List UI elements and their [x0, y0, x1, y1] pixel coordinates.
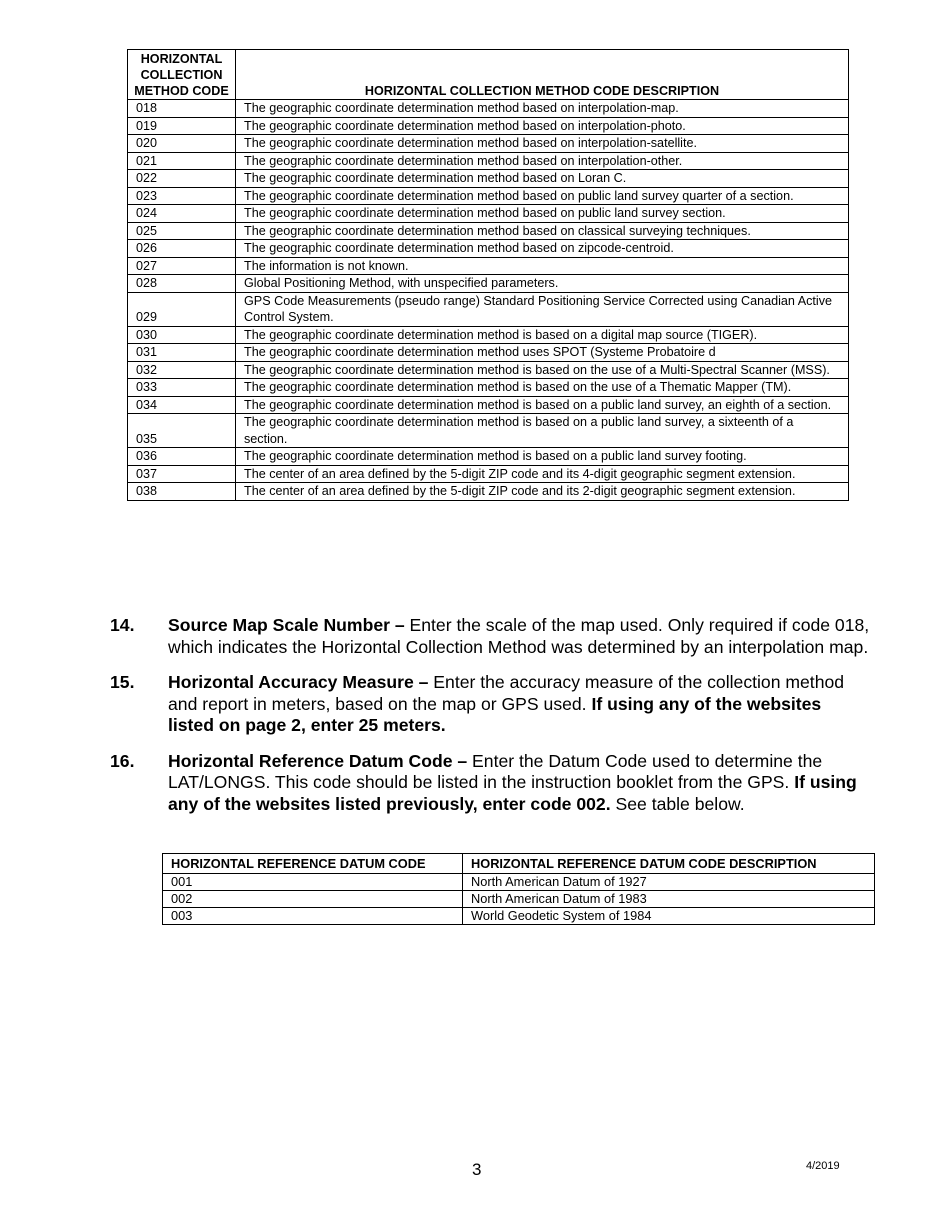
table-row: [163, 874, 875, 891]
item-number: 15.: [110, 672, 135, 692]
item-number: 14.: [110, 615, 135, 635]
item-text: Enter the Datum Code used to determine the LAT/LONGS. This code should be listed in the instruction booklet from the GPS.: [168, 750, 823, 792]
method-code-cell: 035: [128, 414, 236, 448]
table-row: [128, 170, 849, 188]
method-desc-cell: GPS Code Measurements (pseudo range) Standard Positioning Service Corrected using Canadian Active Control System.: [236, 292, 849, 326]
item-number: 16.: [110, 750, 135, 771]
table-row: [128, 379, 849, 397]
instruction-item-15: [110, 672, 870, 737]
method-desc-cell: The information is not known.: [236, 257, 849, 275]
item-body: [168, 615, 870, 658]
column-header-code: HORIZONTAL COLLECTION METHOD CODE: [128, 50, 236, 100]
method-code-cell: 026: [128, 240, 236, 258]
datum-desc-cell: North American Datum of 1927: [463, 874, 875, 891]
method-code-cell: 034: [128, 396, 236, 414]
table-row: [128, 465, 849, 483]
method-desc-cell: The geographic coordinate determination method is based on a digital map source (TIGER).: [236, 326, 849, 344]
method-code-cell: 029: [128, 292, 236, 326]
method-code-cell: 036: [128, 448, 236, 466]
table-row: [128, 257, 849, 275]
method-desc-cell: The geographic coordinate determination method is based on the use of a Thematic Mapper (TM).: [236, 379, 849, 397]
method-desc-cell: The center of an area defined by the 5-digit ZIP code and its 4-digit geographic segment extension.: [236, 465, 849, 483]
table-row: [128, 483, 849, 501]
table-row: [128, 396, 849, 414]
horizontal-reference-datum-table: [162, 853, 875, 925]
method-code-cell: 033: [128, 379, 236, 397]
datum-code-cell: 003: [163, 908, 463, 925]
item-title: Source Map Scale Number –: [168, 615, 405, 635]
table-row: [163, 908, 875, 925]
method-code-cell: 032: [128, 361, 236, 379]
method-desc-cell: The geographic coordinate determination method is based on a public land survey footing.: [236, 448, 849, 466]
method-desc-cell: The geographic coordinate determination method is based on a public land survey, a sixteenth of a section.: [236, 414, 849, 448]
datum-code-cell: 002: [163, 891, 463, 908]
table-row: [128, 361, 849, 379]
instruction-list: [110, 615, 870, 829]
method-desc-cell: The geographic coordinate determination method based on interpolation-satellite.: [236, 135, 849, 153]
column-header-datum-description: HORIZONTAL REFERENCE DATUM CODE DESCRIPTION: [463, 854, 875, 874]
table-row: [128, 414, 849, 448]
page-number: 3: [472, 1160, 482, 1179]
instruction-item-14: [110, 615, 870, 658]
table-row: [128, 152, 849, 170]
method-code-cell: 023: [128, 187, 236, 205]
method-code-cell: 025: [128, 222, 236, 240]
table-row: [128, 448, 849, 466]
table-row: [128, 187, 849, 205]
table-row: [128, 292, 849, 326]
instruction-item-16: [110, 751, 870, 816]
item-text: Enter the scale of the map used. Only required if code 018, which indicates the Horizontal Collection Method was determined by an interpolation map.: [168, 615, 870, 657]
item-tail-text: See table below.: [610, 793, 745, 814]
method-code-cell: 021: [128, 152, 236, 170]
item-body: [168, 751, 870, 816]
method-code-cell: 030: [128, 326, 236, 344]
method-code-cell: 031: [128, 344, 236, 362]
horizontal-collection-method-table: [127, 49, 849, 501]
table-header-row: [128, 50, 849, 100]
item-bold-text: If using any of the websites listed previously, enter code 002.: [168, 772, 857, 814]
table-row: [128, 326, 849, 344]
method-desc-cell: Global Positioning Method, with unspecified parameters.: [236, 275, 849, 293]
column-header-description: HORIZONTAL COLLECTION METHOD CODE DESCRIPTION: [236, 50, 849, 100]
table-row: [128, 240, 849, 258]
column-header-datum-code: HORIZONTAL REFERENCE DATUM CODE: [163, 854, 463, 874]
method-desc-cell: The geographic coordinate determination method is based on a public land survey, an eighth of a section.: [236, 396, 849, 414]
method-code-cell: 022: [128, 170, 236, 188]
method-desc-cell: The geographic coordinate determination method based on Loran C.: [236, 170, 849, 188]
datum-code-cell: 001: [163, 874, 463, 891]
method-desc-cell: The geographic coordinate determination method based on public land survey quarter of a section.: [236, 187, 849, 205]
item-title: Horizontal Accuracy Measure –: [168, 672, 429, 692]
method-desc-cell: The geographic coordinate determination method based on interpolation-other.: [236, 152, 849, 170]
table-row: [163, 891, 875, 908]
table-row: [128, 344, 849, 362]
table-row: [128, 135, 849, 153]
method-code-cell: 019: [128, 117, 236, 135]
method-desc-cell: The geographic coordinate determination method based on zipcode-centroid.: [236, 240, 849, 258]
method-code-cell: 020: [128, 135, 236, 153]
item-bold-text: If using any of the websites listed on page 2, enter 25 meters.: [168, 693, 822, 735]
table-row: [128, 117, 849, 135]
table-row: [128, 275, 849, 293]
method-code-cell: 037: [128, 465, 236, 483]
item-text: Enter the accuracy measure of the collection method and report in meters, based on the map or GPS used.: [168, 672, 845, 714]
method-desc-cell: The geographic coordinate determination method is based on the use of a Multi-Spectral Scanner (MSS).: [236, 361, 849, 379]
table-header-row: [163, 854, 875, 874]
revision-date: 4/2019: [806, 1160, 840, 1172]
item-title: Horizontal Reference Datum Code –: [168, 750, 468, 771]
method-desc-cell: The geographic coordinate determination method uses SPOT (Systeme Probatoire d: [236, 344, 849, 362]
datum-desc-cell: World Geodetic System of 1984: [463, 908, 875, 925]
method-desc-cell: The geographic coordinate determination method based on public land survey section.: [236, 205, 849, 223]
table-row: [128, 205, 849, 223]
method-desc-cell: The geographic coordinate determination method based on classical surveying techniques.: [236, 222, 849, 240]
table-row: [128, 100, 849, 118]
method-code-cell: 027: [128, 257, 236, 275]
method-code-cell: 018: [128, 100, 236, 118]
table-row: [128, 222, 849, 240]
method-code-cell: 028: [128, 275, 236, 293]
method-desc-cell: The geographic coordinate determination method based on interpolation-photo.: [236, 117, 849, 135]
method-desc-cell: The center of an area defined by the 5-digit ZIP code and its 2-digit geographic segment extension.: [236, 483, 849, 501]
method-code-cell: 038: [128, 483, 236, 501]
method-code-cell: 024: [128, 205, 236, 223]
datum-desc-cell: North American Datum of 1983: [463, 891, 875, 908]
method-desc-cell: The geographic coordinate determination method based on interpolation-map.: [236, 100, 849, 118]
item-body: [168, 672, 870, 737]
